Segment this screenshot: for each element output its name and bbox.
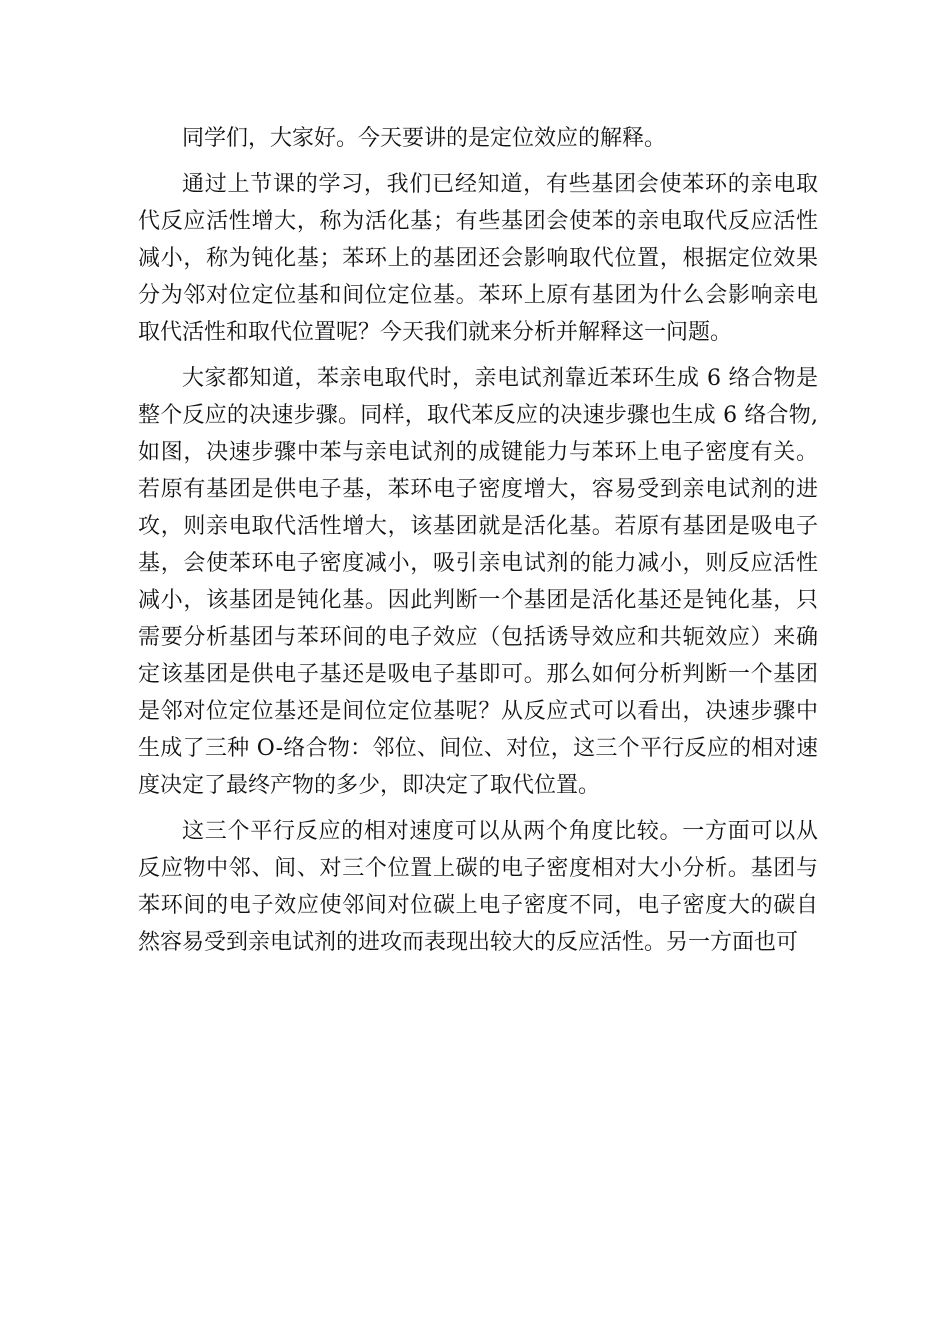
paragraph-intro: 同学们，大家好。今天要讲的是定位效应的解释。 (182, 126, 667, 151)
paragraph-review: 通过上节课的学习，我们已经知道，有些基团会使苯环的亲电取代反应活性增大，称为活化基；有些基团会使苯的亲电取代反应活性减小，称为钝化基；苯环上的基团还会影响取代位置，根据定位效果分为邻对位定位基和间位定位基。苯环上原有基团为什么会影响亲电取代活性和取代位置呢？今天我们就来分析并解释这一问题。 (138, 172, 818, 345)
paragraph-mechanism: 大家都知道，苯亲电取代时，亲电试剂靠近苯环生成 6 络合物是整个反应的决速步骤。同样，取代苯反应的决速步骤也生成 6 络合物,如图，决速步骤中苯与亲电试剂的成键能力与苯环上电子密度有关。若原有基团是供电子基，苯环电子密度增大，容易受到亲电试剂的进攻，则亲电取代活性增大，该基团就是活化基。若原有基团是吸电子基，会使苯环电子密度减小，吸引亲电试剂的能力减小，则反应活性减小，该基团是钝化基。因此判断一个基团是活化基还是钝化基，只需要分析基团与苯环间的电子效应（包括诱导效应和共轭效应）来确定该基团是供电子基还是吸电子基即可。那么如何分析判断一个基团是邻对位定位基还是间位定位基呢？从反应式可以看出，决速步骤中生成了三种 O-络合物：邻位、间位、对位，这三个平行反应的相对速度决定了最终产物的多少，即决定了取代位置。 (138, 366, 818, 798)
paragraph-relative-rate: 这三个平行反应的相对速度可以从两个角度比较。一方面可以从反应物中邻、间、对三个位置上碳的电子密度相对大小分析。基团与苯环间的电子效应使邻间对位碳上电子密度不同，电子密度大的碳自然容易受到亲电试剂的进攻而表现出较大的反应活性。另一方面也可 (138, 819, 818, 955)
document-body (138, 120, 818, 961)
